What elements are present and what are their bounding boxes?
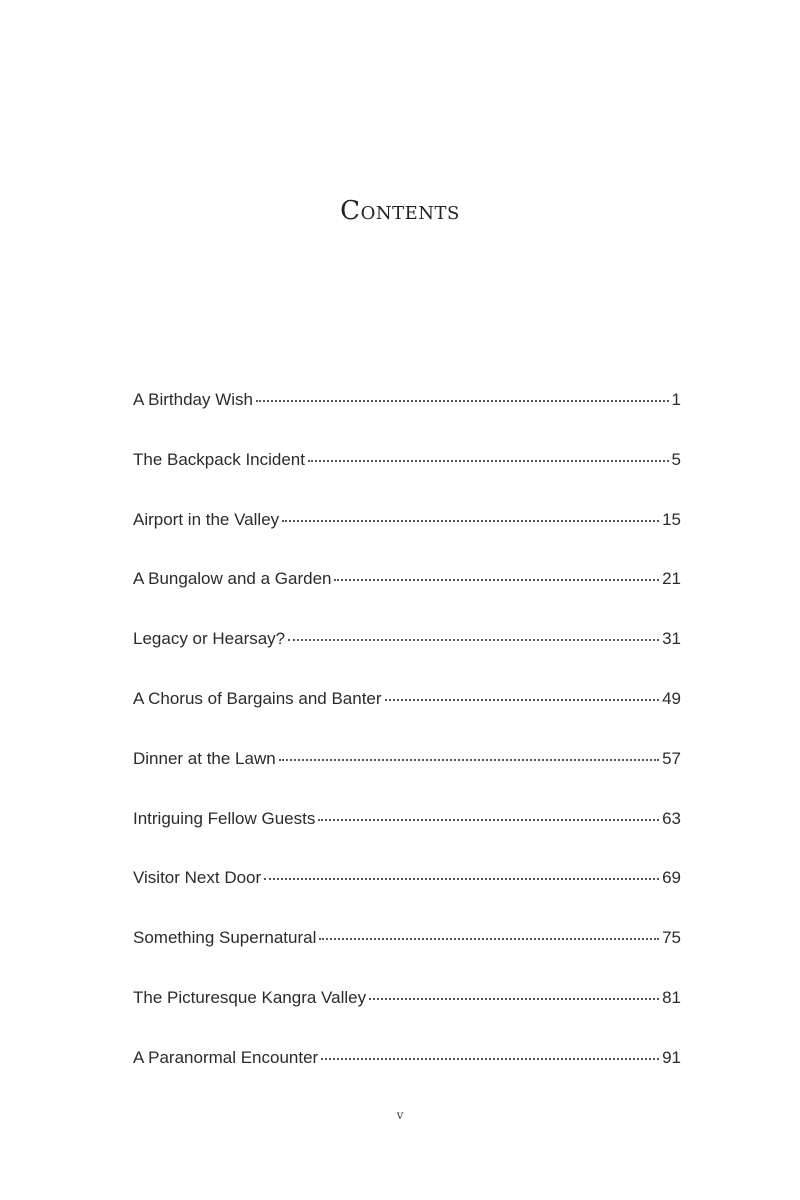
- toc-entry: [133, 450, 681, 510]
- toc-entry-page: 75: [662, 928, 681, 948]
- dot-leader: [256, 400, 669, 402]
- dot-leader: [318, 819, 659, 821]
- table-of-contents: [133, 390, 681, 1108]
- toc-entry-title: A Birthday Wish: [133, 390, 253, 409]
- toc-entry-title: Something Supernatural: [133, 928, 317, 948]
- toc-entry: [133, 390, 681, 450]
- toc-entry-title: Airport in the Valley: [133, 509, 280, 529]
- toc-entry-page: 91: [662, 1047, 681, 1067]
- toc-entry-title: A Bungalow and a Garden: [133, 569, 332, 589]
- toc-entry-title: Legacy or Hearsay?: [133, 629, 286, 649]
- dot-leader: [264, 878, 659, 880]
- dot-leader: [334, 579, 659, 581]
- toc-entry: [133, 1048, 681, 1108]
- dot-leader: [288, 639, 659, 641]
- toc-entry: [133, 629, 681, 689]
- toc-entry: [133, 569, 681, 629]
- toc-entry-page: 31: [662, 629, 681, 649]
- page-title: Contents: [340, 196, 460, 226]
- toc-entry-title: A Chorus of Bargains and Banter: [133, 688, 382, 708]
- toc-entry: [133, 749, 681, 809]
- toc-entry: [133, 809, 681, 869]
- toc-entry-title: The Picturesque Kangra Valley: [133, 987, 367, 1007]
- toc-entry-page: 5: [671, 449, 681, 469]
- toc-entry: [133, 928, 681, 988]
- toc-entry-page: 63: [662, 808, 681, 828]
- toc-entry-page: 1: [671, 390, 681, 409]
- toc-entry-page: 15: [662, 509, 681, 529]
- dot-leader: [385, 699, 660, 701]
- toc-entry: [133, 988, 681, 1048]
- toc-entry-title: The Backpack Incident: [133, 449, 305, 469]
- page-number: v: [396, 1108, 404, 1122]
- toc-entry-page: 49: [662, 688, 681, 708]
- dot-leader: [308, 460, 669, 462]
- toc-entry-page: 69: [662, 868, 681, 888]
- toc-entry-title: Dinner at the Lawn: [133, 748, 276, 768]
- dot-leader: [321, 1058, 659, 1060]
- dot-leader: [319, 938, 659, 940]
- dot-leader: [279, 759, 659, 761]
- toc-entry-page: 57: [662, 748, 681, 768]
- toc-entry-title: Visitor Next Door: [133, 868, 262, 888]
- toc-entry-page: 81: [662, 987, 681, 1007]
- toc-entry-title: Intriguing Fellow Guests: [133, 808, 316, 828]
- toc-entry: [133, 689, 681, 749]
- toc-entry-page: 21: [662, 569, 681, 589]
- toc-entry: [133, 868, 681, 928]
- toc-entry: [133, 510, 681, 570]
- dot-leader: [369, 998, 659, 1000]
- toc-entry-title: A Paranormal Encounter: [133, 1047, 319, 1067]
- dot-leader: [282, 520, 659, 522]
